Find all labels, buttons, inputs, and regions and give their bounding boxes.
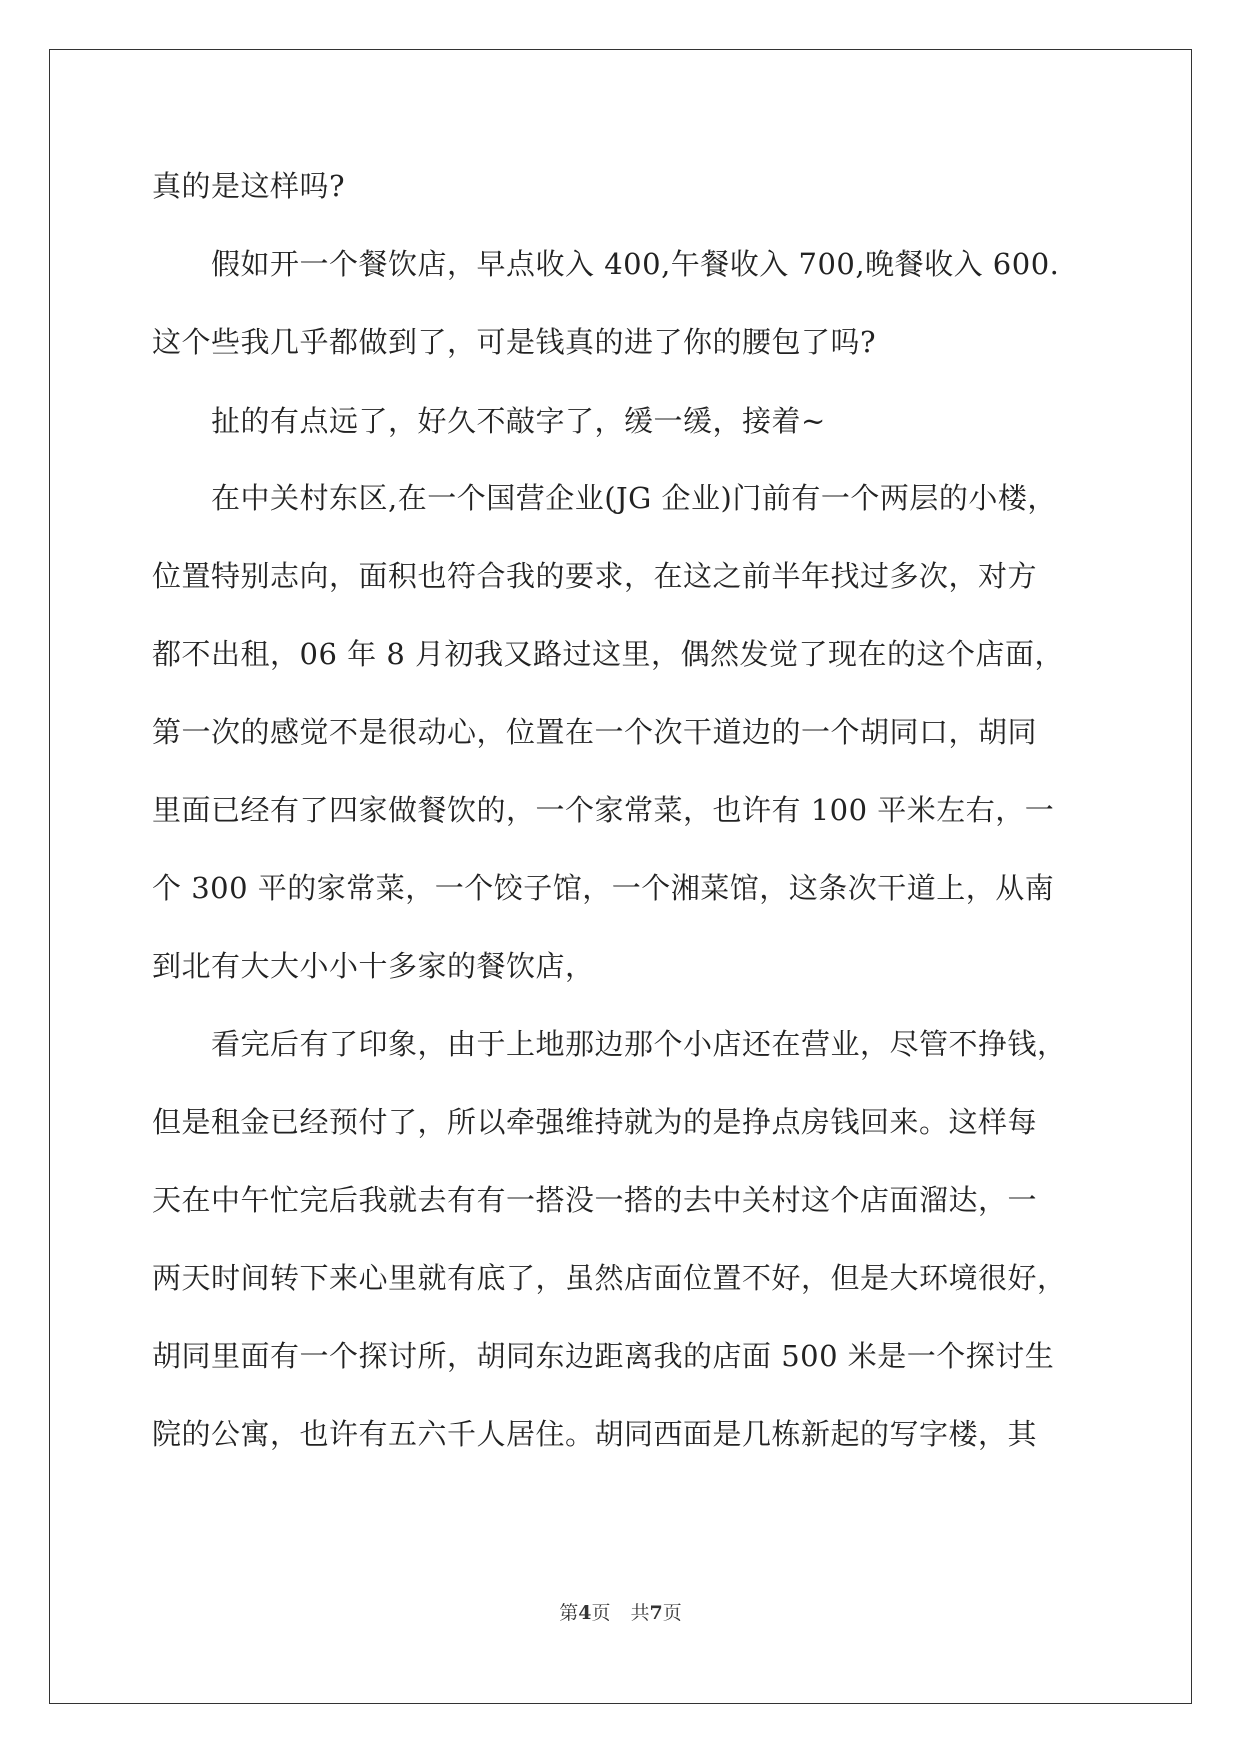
page-suffix: 页 [591,1602,611,1624]
text-line: 个 300 平的家常菜，一个饺子馆，一个湘菜馆，这条次干道上，从南 [152,871,1055,905]
text-line: 里面已经有了四家做餐饮的，一个家常菜，也许有 100 平米左右，一 [152,793,1055,827]
page-number: 4 [578,1602,592,1624]
text-line: 这个些我几乎都做到了，可是钱真的进了你的腰包了吗? [152,325,877,359]
text-line: 真的是这样吗? [152,169,346,203]
text-line: 在中关村东区,在一个国营企业(JG 企业)门前有一个两层的小楼， [152,481,1057,515]
total-suffix: 页 [662,1602,682,1624]
text-line: 扯的有点远了，好久不敲字了，缓一缓，接着~ [152,404,826,438]
text-line: 到北有大大小小十多家的餐饮店， [152,949,595,983]
text-line: 胡同里面有一个探讨所，胡同东边距离我的店面 500 米是一个探讨生 [152,1339,1055,1373]
text-line: 但是租金已经预付了，所以牵强维持就为的是挣点房钱回来。这样每 [152,1105,1038,1139]
page-prefix: 第 [559,1602,579,1624]
text-line: 都不出租，06 年 8 月初我又路过这里，偶然发觉了现在的这个店面， [152,637,1065,671]
text-line: 位置特别志向，面积也符合我的要求，在这之前半年找过多次，对方 [152,559,1038,593]
text-line: 院的公寓，也许有五六千人居住。胡同西面是几栋新起的写字楼，其 [152,1417,1038,1451]
text-line: 第一次的感觉不是很动心，位置在一个次干道边的一个胡同口，胡同 [152,715,1038,749]
text-line: 天在中午忙完后我就去有有一搭没一搭的去中关村这个店面溜达，一 [152,1183,1038,1217]
total-prefix: 共 [630,1602,650,1624]
text-line: 两天时间转下来心里就有底了，虽然店面位置不好，但是大环境很好， [152,1261,1067,1295]
page-footer [0,1601,1241,1625]
text-line: 看完后有了印象，由于上地那边那个小店还在营业，尽管不挣钱， [152,1027,1067,1061]
total-pages: 7 [649,1602,663,1624]
text-line: 假如开一个餐饮店，早点收入 400,午餐收入 700,晚餐收入 600. [152,247,1060,281]
